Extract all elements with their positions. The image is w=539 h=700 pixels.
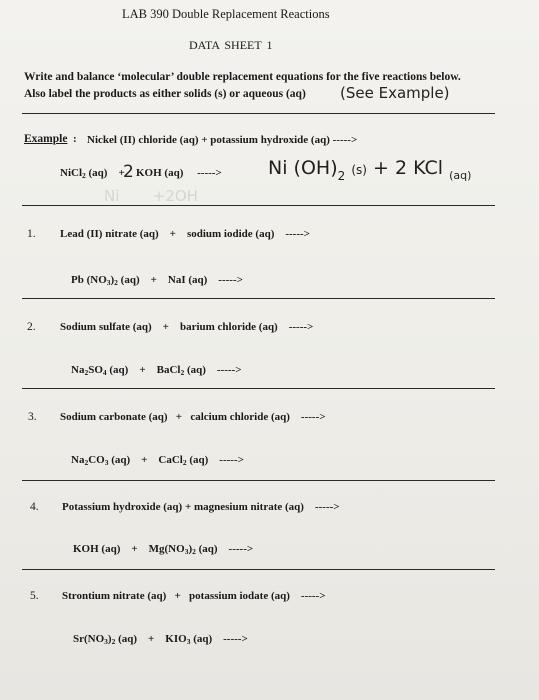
problem-number: 5. xyxy=(30,590,39,602)
problem-formula: $Na_2CO_3$ (aq) + CaCl$_2$ (aq) -----> xyxy=(71,454,244,467)
problem-number: 4. xyxy=(30,501,39,513)
problem-reaction: Sodium carbonate (aq) + calcium chloride (aq) -----> xyxy=(60,411,326,423)
problem-formula: Pb $(NO_3)_2$ (aq) + NaI (aq) -----> xyxy=(71,274,243,287)
divider xyxy=(22,113,495,114)
problem-reaction: Sodium sulfate (aq) + barium chloride (aq) -----> xyxy=(60,321,314,333)
sheet-title: DATA SHEET 1 xyxy=(189,38,273,52)
answer-line xyxy=(22,480,495,481)
lab-title: LAB 390 Double Replacement Reactions xyxy=(122,7,330,21)
instructions-line-1: Write and balance ‘molecular’ double replacement equations for the five reactions below. xyxy=(24,71,461,83)
example-colon: : xyxy=(73,133,77,145)
problem-number: 1. xyxy=(27,228,36,240)
answer-line xyxy=(22,388,495,389)
problem-formula: KOH (aq) + $Mg(NO_3)_2$ (aq) -----> xyxy=(73,543,254,556)
divider xyxy=(22,205,495,206)
problem-number: 3. xyxy=(28,411,37,423)
handwritten-answer: Ni $(OH)_2$ (s) + 2 KCl $_{(aq)}$ xyxy=(268,157,472,183)
instructions-line-2: Also label the products as either solids (s) or aqueous (aq) xyxy=(24,88,306,100)
problem-formula: $Sr(NO_3)_2$ (aq) + $KIO_3$ (aq) -----> xyxy=(73,633,248,646)
problem-reaction: Strontium nitrate (aq) + potassium iodate (aq) -----> xyxy=(62,590,326,602)
example-formula: NiCl$_2$ (aq) + xyxy=(60,167,125,180)
problem-formula: $Na_2SO_4$ (aq) + BaCl$_2$ (aq) -----> xyxy=(71,364,242,377)
handwritten-see-example: (See Example) xyxy=(340,84,450,102)
problem-reaction: Potassium hydroxide (aq) + magnesium nitrate (aq) -----> xyxy=(62,501,340,513)
problem-number: 2. xyxy=(27,321,36,333)
example-formula-koh: KOH (aq) -----> xyxy=(136,167,222,179)
example-label: Example xyxy=(24,133,68,145)
handwritten-coefficient: 2 xyxy=(123,162,134,182)
answer-line xyxy=(22,569,495,570)
faint-erased-marks: Ni +2OH xyxy=(104,187,198,205)
example-reaction: Nickel (II) chloride (aq) + potassium hydroxide (aq) -----> xyxy=(87,134,358,146)
answer-line xyxy=(22,298,495,299)
problem-reaction: Lead (II) nitrate (aq) + sodium iodide (aq) -----> xyxy=(60,228,310,240)
